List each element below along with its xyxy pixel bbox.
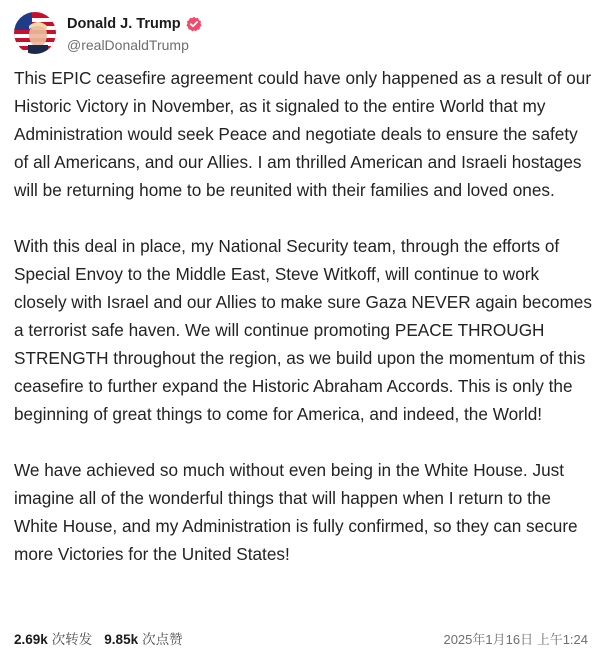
retruths-count: 2.69k bbox=[14, 632, 48, 647]
post-footer bbox=[14, 627, 588, 649]
post-paragraph: With this deal in place, my National Security team, through the efforts of Special Envoy to the Middle East, Steve Witkoff, will continue to work closely with Israel and our Allies to make sure Gaza NEVER again becomes a terrorist safe haven. We will continue promoting PEACE THROUGH STRENGTH throughout the region, as we build upon the momentum of this ceasefire to further expand the Historic Abraham Accords. This is only the beginning of great things to come for America, and indeed, the World! bbox=[14, 236, 592, 424]
post-timestamp[interactable]: 2025年1月16日 上午1:24 bbox=[443, 631, 588, 647]
verified-badge-icon bbox=[186, 16, 202, 32]
post-body bbox=[14, 64, 594, 568]
likes-count: 9.85k bbox=[104, 632, 139, 647]
avatar-image bbox=[14, 12, 56, 54]
likes-stat[interactable] bbox=[104, 628, 182, 648]
likes-label: 次点赞 bbox=[142, 632, 183, 647]
author-handle[interactable]: @realDonaldTrump bbox=[67, 36, 189, 53]
author-display-name[interactable]: Donald J. Trump bbox=[67, 15, 181, 32]
post-stats bbox=[14, 628, 195, 648]
retruths-label: 次转发 bbox=[51, 632, 93, 647]
post-paragraph: We have achieved so much without even being in the White House. Just imagine all of the wonderful things that will happen when I return to the White House, and my Administration is fully confirmed, so they can secure more Victories for the United States! bbox=[14, 460, 578, 564]
avatar[interactable] bbox=[14, 12, 56, 54]
post-header bbox=[14, 10, 590, 56]
retruths-stat[interactable] bbox=[14, 628, 92, 648]
post-paragraph: This EPIC ceasefire agreement could have only happened as a result of our Historic Victory in November, as it signaled to the entire World that my Administration would seek Peace and negotiate deals to ensure the safety of all Americans, and our Allies. I am thrilled American and Israeli hostages will be returning home to be reunited with their families and loved ones. bbox=[14, 68, 592, 200]
author-names bbox=[67, 13, 202, 54]
